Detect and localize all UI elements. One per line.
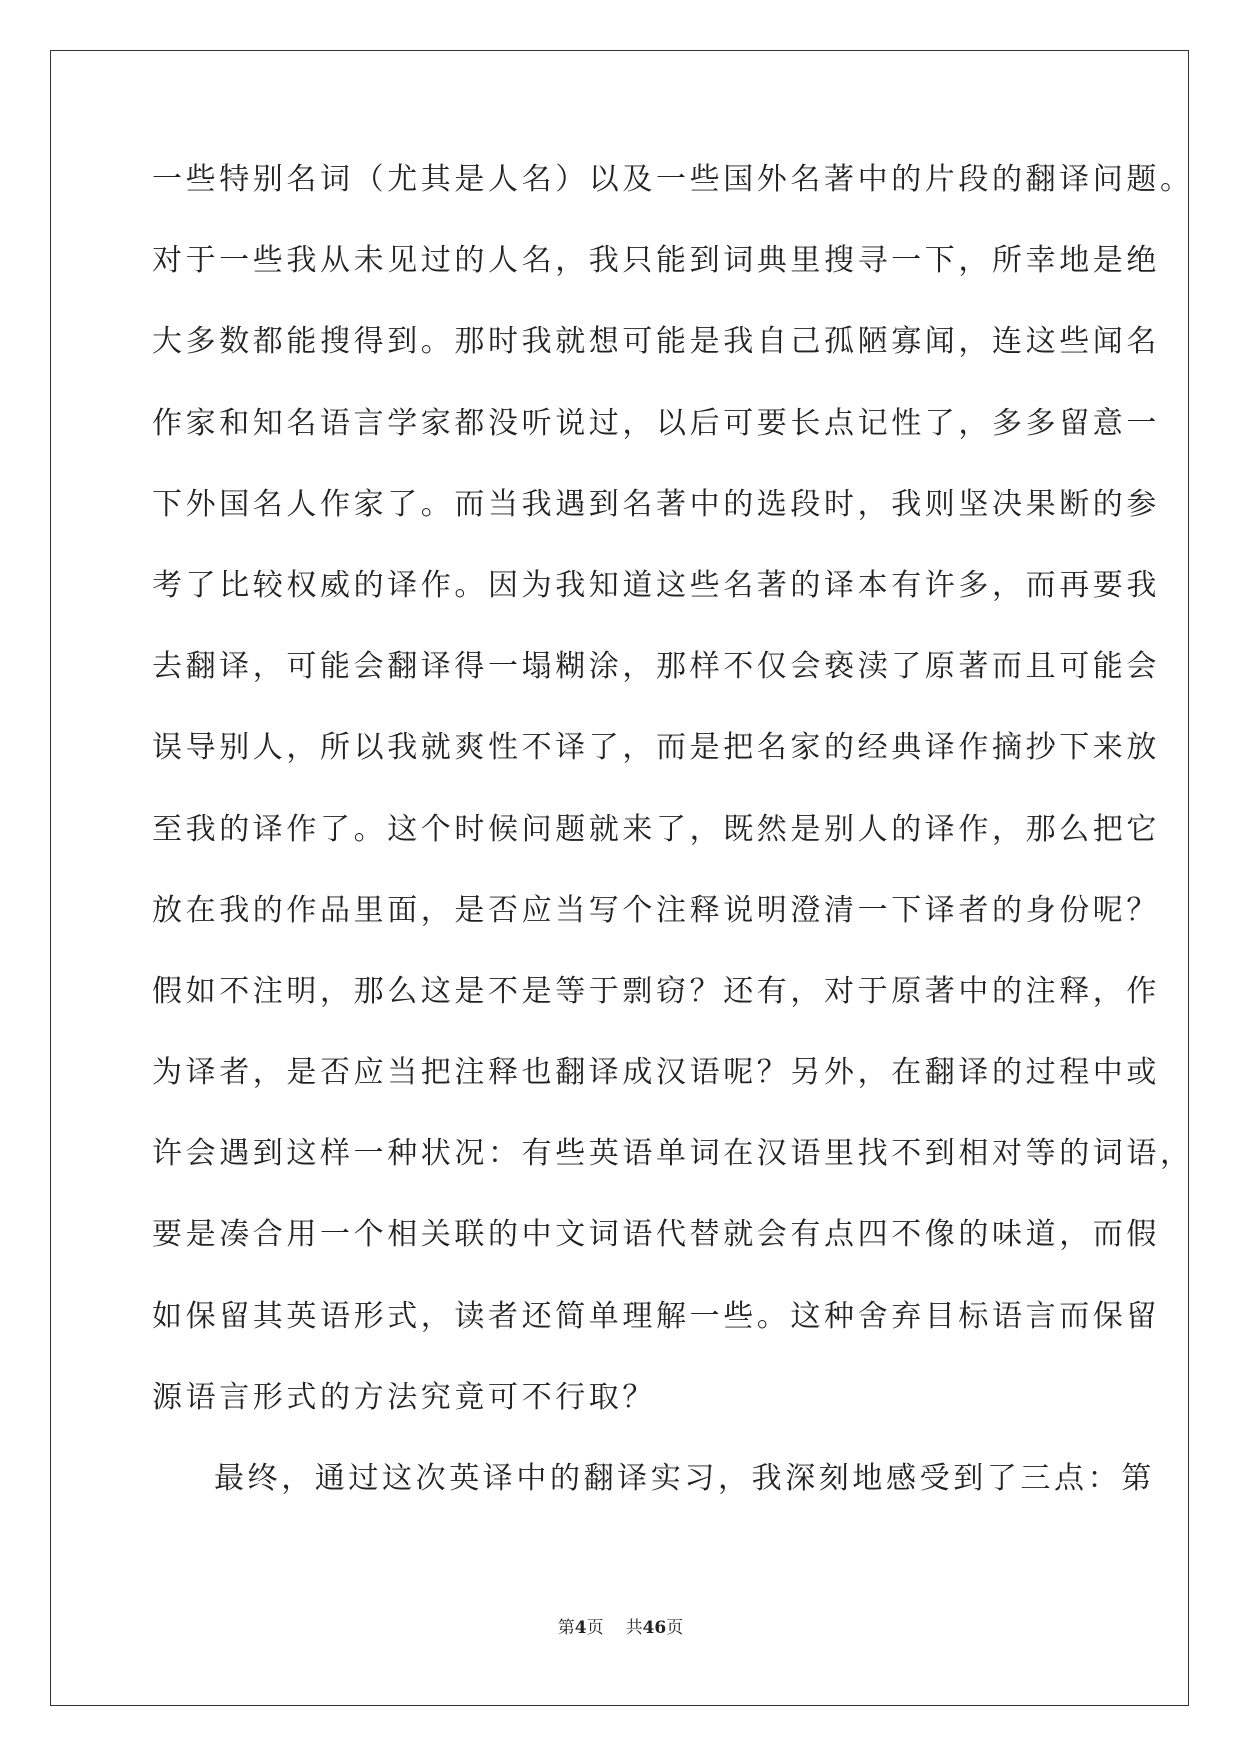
text-line: 对于一些我从未见过的人名，我只能到词典里搜寻一下，所幸地是绝 bbox=[152, 243, 1160, 279]
body-text bbox=[152, 162, 1194, 1545]
text-line: 作家和知名语言学家都没听说过，以后可要长点记性了，多多留意一 bbox=[152, 405, 1160, 441]
text-line: 一些特别名词（尤其是人名）以及一些国外名著中的片段的翻译问题。 bbox=[152, 162, 1194, 197]
text-line: 下外国名人作家了。而当我遇到名著中的选段时，我则坚决果断的参 bbox=[152, 486, 1160, 522]
text-line: 许会遇到这样一种状况：有些英语单词在汉语里找不到相对等的词语， bbox=[152, 1136, 1194, 1172]
text-line: 假如不注明，那么这是不是等于剽窃？还有，对于原著中的注释，作 bbox=[152, 973, 1160, 1009]
paragraph-first-line: 最终，通过这次英译中的翻译实习，我深刻地感受到了三点：第 bbox=[214, 1461, 1155, 1496]
footer-prefix: 第 bbox=[557, 1618, 575, 1638]
page-footer bbox=[0, 1613, 1241, 1638]
text-line: 要是凑合用一个相关联的中文词语代替就会有点四不像的味道，而假 bbox=[152, 1217, 1160, 1253]
total-pages: 46 bbox=[642, 1618, 667, 1638]
footer-total-suffix: 页 bbox=[666, 1618, 684, 1638]
text-line: 大多数都能搜得到。那时我就想可能是我自己孤陋寡闻，连这些闻名 bbox=[152, 324, 1160, 360]
text-line: 为译者，是否应当把注释也翻译成汉语呢？另外，在翻译的过程中或 bbox=[152, 1055, 1160, 1091]
text-line: 考了比较权威的译作。因为我知道这些名著的译本有许多，而再要我 bbox=[152, 567, 1160, 603]
text-line: 如保留其英语形式，读者还简单理解一些。这种舍弃目标语言而保留 bbox=[152, 1298, 1160, 1334]
text-line: 源语言形式的方法究竟可不行取？ bbox=[152, 1379, 656, 1415]
text-line: 放在我的作品里面，是否应当写个注释说明澄清一下译者的身份呢？ bbox=[152, 892, 1160, 928]
footer-total-prefix: 共 bbox=[625, 1618, 643, 1638]
footer-page-suffix: 页 bbox=[586, 1618, 604, 1638]
text-line: 至我的译作了。这个时候问题就来了，既然是别人的译作，那么把它 bbox=[152, 811, 1160, 847]
text-line: 去翻译，可能会翻译得一塌糊涂，那样不仅会亵渎了原著而且可能会 bbox=[152, 649, 1160, 685]
text-line: 误导别人，所以我就爽性不译了，而是把名家的经典译作摘抄下来放 bbox=[152, 730, 1160, 766]
page-number: 4 bbox=[574, 1618, 587, 1638]
